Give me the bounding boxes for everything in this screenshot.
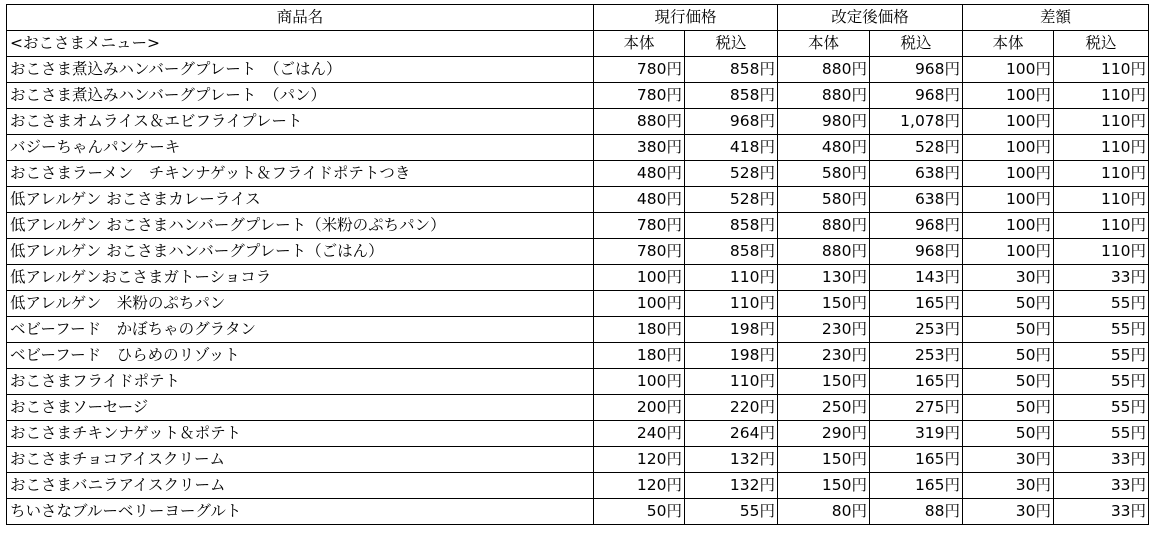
diff-base-cell: 50円 — [963, 317, 1054, 343]
table-row — [7, 317, 1149, 343]
table-row — [7, 369, 1149, 395]
current-tax-price-cell: 110円 — [685, 369, 778, 395]
table-row — [7, 343, 1149, 369]
product-name-cell: おこさまバニラアイスクリーム — [7, 473, 594, 499]
current-base-price-cell: 240円 — [594, 421, 685, 447]
revised-base-price-cell: 980円 — [778, 109, 870, 135]
revised-base-price-cell: 130円 — [778, 265, 870, 291]
current-tax-price-cell: 198円 — [685, 343, 778, 369]
diff-tax-cell: 33円 — [1054, 473, 1149, 499]
current-tax-price-cell: 858円 — [685, 57, 778, 83]
current-base-price-cell: 880円 — [594, 109, 685, 135]
revised-tax-price-cell: 1,078円 — [870, 109, 963, 135]
product-name-cell: おこさま煮込みハンバーグプレート （パン） — [7, 83, 594, 109]
revised-tax-price-cell: 968円 — [870, 83, 963, 109]
current-base-price-cell: 480円 — [594, 187, 685, 213]
sub-header-current-base: 本体 — [594, 31, 685, 57]
table-row — [7, 83, 1149, 109]
diff-tax-cell: 55円 — [1054, 421, 1149, 447]
diff-tax-cell: 55円 — [1054, 369, 1149, 395]
current-base-price-cell: 180円 — [594, 317, 685, 343]
revised-tax-price-cell: 165円 — [870, 291, 963, 317]
price-table-container — [6, 4, 1158, 525]
product-name-cell: おこさまチキンナゲット＆ポテト — [7, 421, 594, 447]
revised-tax-price-cell: 165円 — [870, 369, 963, 395]
revised-base-price-cell: 250円 — [778, 395, 870, 421]
current-tax-price-cell: 858円 — [685, 239, 778, 265]
table-row — [7, 57, 1149, 83]
diff-tax-cell: 33円 — [1054, 265, 1149, 291]
revised-base-price-cell: 80円 — [778, 499, 870, 525]
sub-header-diff-tax: 税込 — [1054, 31, 1149, 57]
diff-base-cell: 100円 — [963, 161, 1054, 187]
current-tax-price-cell: 418円 — [685, 135, 778, 161]
current-base-price-cell: 380円 — [594, 135, 685, 161]
table-row — [7, 291, 1149, 317]
current-tax-price-cell: 110円 — [685, 291, 778, 317]
table-row — [7, 135, 1149, 161]
diff-tax-cell: 110円 — [1054, 187, 1149, 213]
diff-base-cell: 30円 — [963, 473, 1054, 499]
table-row — [7, 109, 1149, 135]
diff-tax-cell: 33円 — [1054, 499, 1149, 525]
revised-base-price-cell: 880円 — [778, 83, 870, 109]
revised-base-price-cell: 150円 — [778, 473, 870, 499]
header-revised-price: 改定後価格 — [778, 5, 963, 31]
current-base-price-cell: 200円 — [594, 395, 685, 421]
revised-base-price-cell: 580円 — [778, 187, 870, 213]
current-tax-price-cell: 264円 — [685, 421, 778, 447]
diff-tax-cell: 110円 — [1054, 161, 1149, 187]
current-tax-price-cell: 55円 — [685, 499, 778, 525]
product-name-cell: おこさまソーセージ — [7, 395, 594, 421]
diff-tax-cell: 110円 — [1054, 83, 1149, 109]
current-base-price-cell: 780円 — [594, 57, 685, 83]
revised-tax-price-cell: 968円 — [870, 213, 963, 239]
current-tax-price-cell: 132円 — [685, 473, 778, 499]
diff-base-cell: 50円 — [963, 395, 1054, 421]
current-base-price-cell: 120円 — [594, 447, 685, 473]
table-row — [7, 473, 1149, 499]
product-name-cell: おこさまフライドポテト — [7, 369, 594, 395]
current-base-price-cell: 100円 — [594, 265, 685, 291]
current-base-price-cell: 100円 — [594, 369, 685, 395]
diff-tax-cell: 110円 — [1054, 57, 1149, 83]
diff-base-cell: 50円 — [963, 369, 1054, 395]
table-row — [7, 161, 1149, 187]
diff-tax-cell: 55円 — [1054, 343, 1149, 369]
product-name-cell: バジーちゃんパンケーキ — [7, 135, 594, 161]
current-base-price-cell: 780円 — [594, 213, 685, 239]
revised-tax-price-cell: 253円 — [870, 343, 963, 369]
revised-tax-price-cell: 165円 — [870, 447, 963, 473]
product-name-cell: 低アレルゲンおこさまガトーショコラ — [7, 265, 594, 291]
table-row — [7, 239, 1149, 265]
revised-base-price-cell: 150円 — [778, 447, 870, 473]
revised-tax-price-cell: 638円 — [870, 161, 963, 187]
diff-base-cell: 100円 — [963, 135, 1054, 161]
table-row — [7, 265, 1149, 291]
product-name-cell: 低アレルゲン おこさまカレーライス — [7, 187, 594, 213]
diff-tax-cell: 33円 — [1054, 447, 1149, 473]
revised-base-price-cell: 480円 — [778, 135, 870, 161]
table-row — [7, 395, 1149, 421]
diff-tax-cell: 55円 — [1054, 291, 1149, 317]
diff-base-cell: 100円 — [963, 109, 1054, 135]
revised-tax-price-cell: 253円 — [870, 317, 963, 343]
category-label: <おこさまメニュー> — [7, 31, 594, 57]
product-name-cell: おこさまラーメン チキンナゲット＆フライドポテトつき — [7, 161, 594, 187]
revised-base-price-cell: 880円 — [778, 239, 870, 265]
sub-header-revised-base: 本体 — [778, 31, 870, 57]
diff-base-cell: 100円 — [963, 57, 1054, 83]
product-name-cell: おこさまオムライス＆エビフライプレート — [7, 109, 594, 135]
diff-base-cell: 30円 — [963, 499, 1054, 525]
current-tax-price-cell: 132円 — [685, 447, 778, 473]
current-base-price-cell: 780円 — [594, 239, 685, 265]
table-row — [7, 187, 1149, 213]
diff-tax-cell: 110円 — [1054, 213, 1149, 239]
sub-header-diff-base: 本体 — [963, 31, 1054, 57]
revised-tax-price-cell: 638円 — [870, 187, 963, 213]
diff-tax-cell: 110円 — [1054, 109, 1149, 135]
current-tax-price-cell: 198円 — [685, 317, 778, 343]
current-base-price-cell: 120円 — [594, 473, 685, 499]
revised-base-price-cell: 150円 — [778, 291, 870, 317]
current-tax-price-cell: 528円 — [685, 161, 778, 187]
table-row — [7, 421, 1149, 447]
table-row — [7, 499, 1149, 525]
sub-header-revised-tax: 税込 — [870, 31, 963, 57]
diff-base-cell: 50円 — [963, 421, 1054, 447]
current-base-price-cell: 180円 — [594, 343, 685, 369]
revised-tax-price-cell: 275円 — [870, 395, 963, 421]
diff-base-cell: 100円 — [963, 239, 1054, 265]
header-row — [7, 5, 1149, 31]
revised-tax-price-cell: 165円 — [870, 473, 963, 499]
revised-tax-price-cell: 143円 — [870, 265, 963, 291]
revised-base-price-cell: 230円 — [778, 317, 870, 343]
diff-base-cell: 100円 — [963, 213, 1054, 239]
revised-base-price-cell: 580円 — [778, 161, 870, 187]
diff-tax-cell: 110円 — [1054, 239, 1149, 265]
price-revision-table — [6, 4, 1149, 525]
current-tax-price-cell: 858円 — [685, 213, 778, 239]
revised-base-price-cell: 880円 — [778, 57, 870, 83]
product-name-cell: おこさま煮込みハンバーグプレート （ごはん） — [7, 57, 594, 83]
diff-base-cell: 30円 — [963, 265, 1054, 291]
current-tax-price-cell: 968円 — [685, 109, 778, 135]
product-name-cell: ベビーフード ひらめのリゾット — [7, 343, 594, 369]
current-tax-price-cell: 528円 — [685, 187, 778, 213]
revised-tax-price-cell: 968円 — [870, 239, 963, 265]
revised-tax-price-cell: 968円 — [870, 57, 963, 83]
revised-tax-price-cell: 319円 — [870, 421, 963, 447]
header-difference: 差額 — [963, 5, 1149, 31]
table-body — [7, 57, 1149, 525]
revised-tax-price-cell: 88円 — [870, 499, 963, 525]
header-current-price: 現行価格 — [594, 5, 778, 31]
current-tax-price-cell: 220円 — [685, 395, 778, 421]
diff-tax-cell: 55円 — [1054, 395, 1149, 421]
current-base-price-cell: 480円 — [594, 161, 685, 187]
revised-base-price-cell: 880円 — [778, 213, 870, 239]
current-base-price-cell: 780円 — [594, 83, 685, 109]
current-base-price-cell: 100円 — [594, 291, 685, 317]
product-name-cell: 低アレルゲン おこさまハンバーグプレート（ごはん） — [7, 239, 594, 265]
header-product-name: 商品名 — [7, 5, 594, 31]
product-name-cell: ちいさなブルーベリーヨーグルト — [7, 499, 594, 525]
product-name-cell: 低アレルゲン おこさまハンバーグプレート（米粉のぷちパン） — [7, 213, 594, 239]
revised-base-price-cell: 230円 — [778, 343, 870, 369]
current-base-price-cell: 50円 — [594, 499, 685, 525]
revised-base-price-cell: 290円 — [778, 421, 870, 447]
current-tax-price-cell: 110円 — [685, 265, 778, 291]
product-name-cell: ベビーフード かぼちゃのグラタン — [7, 317, 594, 343]
revised-tax-price-cell: 528円 — [870, 135, 963, 161]
table-row — [7, 213, 1149, 239]
diff-base-cell: 100円 — [963, 83, 1054, 109]
diff-tax-cell: 55円 — [1054, 317, 1149, 343]
table-row — [7, 447, 1149, 473]
diff-base-cell: 100円 — [963, 187, 1054, 213]
diff-base-cell: 50円 — [963, 291, 1054, 317]
diff-base-cell: 30円 — [963, 447, 1054, 473]
table-header — [7, 5, 1149, 57]
diff-tax-cell: 110円 — [1054, 135, 1149, 161]
product-name-cell: 低アレルゲン 米粉のぷちパン — [7, 291, 594, 317]
sub-header-current-tax: 税込 — [685, 31, 778, 57]
revised-base-price-cell: 150円 — [778, 369, 870, 395]
current-tax-price-cell: 858円 — [685, 83, 778, 109]
product-name-cell: おこさまチョコアイスクリーム — [7, 447, 594, 473]
diff-base-cell: 50円 — [963, 343, 1054, 369]
sub-header-row — [7, 31, 1149, 57]
